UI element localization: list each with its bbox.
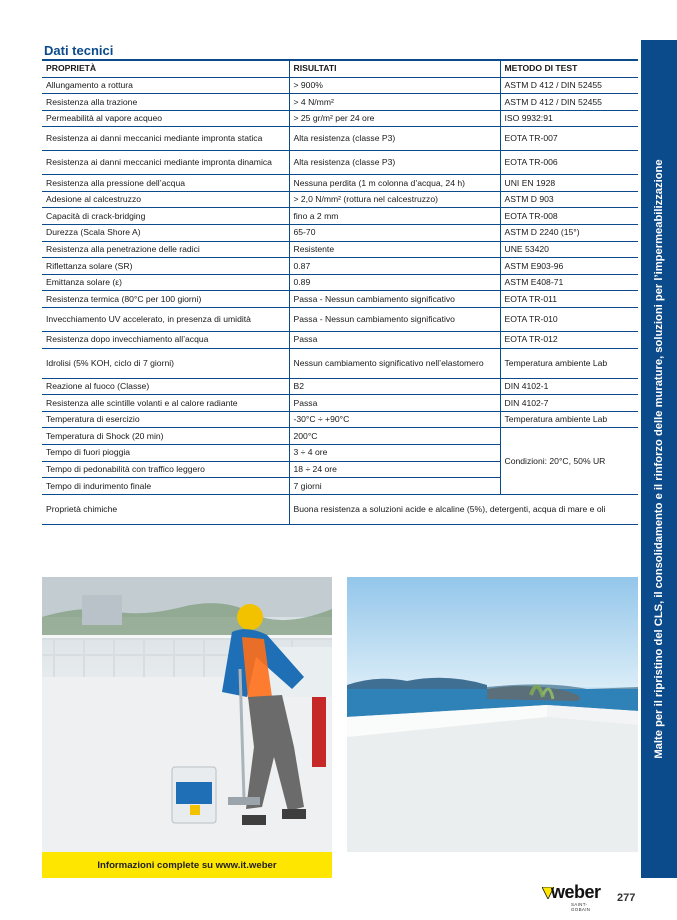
terrace-photo-illustration [347,577,638,852]
property-cell: Resistenza ai danni meccanici mediante impronta statica [42,127,289,151]
method-cell: EOTA TR-010 [500,308,638,332]
table-row [42,191,638,208]
result-cell: 0.87 [289,258,500,275]
method-cell: Temperatura ambiente Lab [500,348,638,378]
merged-method-cell: Condizioni: 20°C, 50% UR [500,428,638,494]
property-cell: Idrolisi (5% KOH, ciclo di 7 giorni) [42,348,289,378]
result-cell: -30°C ÷ +90°C [289,411,500,428]
result-cell: Buona resistenza a soluzioni acide e alcaline (5%), detergenti, acqua di mare e oli [289,494,638,524]
result-cell: > 2,0 N/mm² (rottura nel calcestruzzo) [289,191,500,208]
table-row [42,208,638,225]
chapter-sidebar-text: Malte per il ripristino del CLS, il consolidamento e il rinforzo delle murature, soluzioni per l’impermeabilizzazione [653,159,665,759]
method-cell: ASTM D 2240 (15°) [500,225,638,242]
method-cell: EOTA TR-011 [500,291,638,308]
table-row [42,151,638,175]
table-row [42,332,638,349]
table-row [42,428,638,445]
worker-applying-coating-photo [42,577,332,852]
weber-logo-text: weber [551,882,601,902]
header-property: PROPRIETÀ [42,61,289,77]
method-cell: ASTM D 412 / DIN 52455 [500,77,638,94]
property-cell: Tempo di pedonabilità con traffico leggero [42,461,289,478]
property-cell: Tempo di indurimento finale [42,478,289,495]
table-row [42,274,638,291]
property-cell: Resistenza alla pressione dell’acqua [42,175,289,192]
result-cell: 65-70 [289,225,500,242]
result-cell: fino a 2 mm [289,208,500,225]
property-cell: Capacità di crack-bridging [42,208,289,225]
header-method: METODO DI TEST [500,61,638,77]
table-row [42,291,638,308]
property-cell: Emittanza solare (ε) [42,274,289,291]
page-number: 277 [617,892,636,904]
result-cell: > 25 gr/m² per 24 ore [289,110,500,127]
method-cell: UNI EN 1928 [500,175,638,192]
result-cell: Alta resistenza (classe P3) [289,127,500,151]
property-cell: Proprietà chimiche [42,494,289,524]
worker-photo-illustration [42,577,332,852]
section-title: Dati tecnici [44,43,114,58]
result-cell: Passa - Nessun cambiamento significativo [289,308,500,332]
result-cell: Passa [289,332,500,349]
table-row [42,308,638,332]
weber-logo [542,882,604,912]
table-header-row [42,61,638,77]
result-cell: > 900% [289,77,500,94]
property-cell: Tempo di fuori pioggia [42,445,289,462]
property-cell: Adesione al calcestruzzo [42,191,289,208]
result-cell: Resistente [289,241,500,258]
property-cell: Allungamento a rottura [42,77,289,94]
table-row [42,175,638,192]
method-cell: UNE 53420 [500,241,638,258]
property-cell: Invecchiamento UV accelerato, in presenza di umidità [42,308,289,332]
technical-data-table [42,61,638,525]
method-cell: ASTM D 903 [500,191,638,208]
method-cell: DIN 4102-1 [500,378,638,395]
property-cell: Reazione al fuoco (Classe) [42,378,289,395]
method-cell: Temperatura ambiente Lab [500,411,638,428]
table-row [42,494,638,524]
table-row [42,258,638,275]
result-cell: 7 giorni [289,478,500,495]
property-cell: Resistenza dopo invecchiamento all’acqua [42,332,289,349]
table-row [42,77,638,94]
property-cell: Resistenza alla trazione [42,94,289,111]
result-cell: 18 ÷ 24 ore [289,461,500,478]
property-cell: Resistenza alla penetrazione delle radici [42,241,289,258]
result-cell: > 4 N/mm² [289,94,500,111]
result-cell: B2 [289,378,500,395]
method-cell: EOTA TR-008 [500,208,638,225]
table-row [42,378,638,395]
result-cell: 3 ÷ 4 ore [289,445,500,462]
table-row [42,395,638,412]
header-result: RISULTATI [289,61,500,77]
property-cell: Temperatura di Shock (20 min) [42,428,289,445]
property-cell: Riflettanza solare (SR) [42,258,289,275]
result-cell: 200°C [289,428,500,445]
result-cell: Alta resistenza (classe P3) [289,151,500,175]
method-cell: EOTA TR-006 [500,151,638,175]
method-cell: ISO 9932:91 [500,110,638,127]
terrace-seaview-photo [347,577,638,852]
table-row [42,225,638,242]
table-row [42,110,638,127]
result-cell: Nessuna perdita (1 m colonna d’acqua, 24 h) [289,175,500,192]
result-cell: Passa - Nessun cambiamento significativo [289,291,500,308]
table-row [42,94,638,111]
method-cell: ASTM D 412 / DIN 52455 [500,94,638,111]
method-cell: ASTM E903-96 [500,258,638,275]
property-cell: Resistenza termica (80°C per 100 giorni) [42,291,289,308]
property-cell: Resistenza ai danni meccanici mediante impronta dinamica [42,151,289,175]
result-cell: Nessun cambiamento significativo nell’elastomero [289,348,500,378]
method-cell: DIN 4102-7 [500,395,638,412]
property-cell: Temperatura di esercizio [42,411,289,428]
method-cell: EOTA TR-012 [500,332,638,349]
table-row [42,411,638,428]
result-cell: Passa [289,395,500,412]
property-cell: Durezza (Scala Shore A) [42,225,289,242]
property-cell: Permeabilità al vapore acqueo [42,110,289,127]
result-cell: 0.89 [289,274,500,291]
table-row [42,241,638,258]
table-row [42,348,638,378]
more-info-banner[interactable]: Informazioni complete su www.it.weber [42,852,332,878]
method-cell: ASTM E408-71 [500,274,638,291]
method-cell: EOTA TR-007 [500,127,638,151]
table-row [42,127,638,151]
property-cell: Resistenza alle scintille volanti e al calore radiante [42,395,289,412]
weber-logo-subtitle: SAINT-GOBAIN [571,902,591,912]
